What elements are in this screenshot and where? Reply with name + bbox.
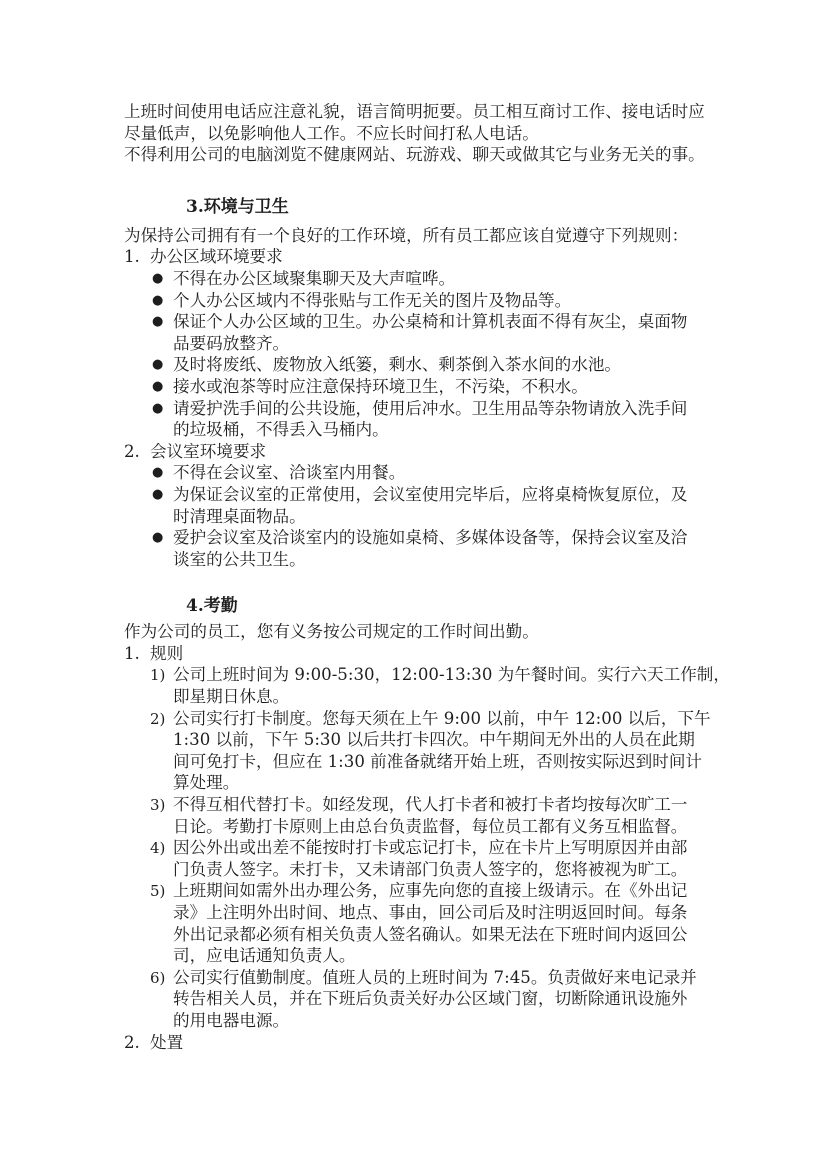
subitem-text: 间可免打卡，但应在 1:30 前准备就绪开始上班，否则按实际迟到时间计 xyxy=(173,751,703,771)
document-page xyxy=(124,101,730,1053)
bullet-item-line xyxy=(152,398,724,420)
subitem-text: 外出记录都必须有相关负责人签名确认。如果无法在下班时间内返回公 xyxy=(173,924,688,944)
section-heading: 4.考勤 xyxy=(186,596,238,617)
bullet-icon: ● xyxy=(152,292,164,308)
subitem-number: 3) xyxy=(150,796,166,815)
subitem-number: 6) xyxy=(150,968,166,987)
list-label: 会议室环境要求 xyxy=(150,441,267,461)
subitem-text: 录》上注明外出时间、地点、事由，回公司后及时注明返回时间。每条 xyxy=(173,903,688,922)
numbered-subitem-line xyxy=(150,988,724,1010)
numbered-subitem-line xyxy=(150,837,724,859)
bullet-item-line xyxy=(152,527,724,549)
bullet-text: 品要码放整齐。 xyxy=(173,333,290,353)
list-item-numbered xyxy=(124,246,724,268)
bullet-text: 爱护会议室及洽谈室内的设施如桌椅、多媒体设备等，保持会议室及洽 xyxy=(173,528,688,548)
subitem-text: 1:30 以前，下午 5:30 以后共打卡四次。中午期间无外出的人员在此期 xyxy=(173,730,695,750)
numbered-subitem-line xyxy=(150,708,724,730)
subitem-text: 即星期日休息。 xyxy=(173,687,290,707)
bullet-text: 请爱护洗手间的公共设施，使用后冲水。卫生用品等杂物请放入洗手间 xyxy=(173,398,688,418)
bullet-item-line xyxy=(152,311,724,333)
bullet-item-line xyxy=(152,419,724,441)
bullet-item-line xyxy=(152,376,724,398)
bullet-item-line xyxy=(152,549,724,571)
subitem-text: 公司实行值勤制度。值班人员的上班时间为 7:45。负责做好来电记录并 xyxy=(173,967,697,987)
paragraph-line: 不得利用公司的电脑浏览不健康网站、玩游戏、聊天或做其它与业务无关的事。 xyxy=(124,145,705,165)
bullet-item-line xyxy=(152,333,724,355)
numbered-subitem-line xyxy=(150,729,724,751)
subitem-number: 5) xyxy=(150,882,166,901)
bullet-item-line xyxy=(152,506,724,528)
list-number: 1. xyxy=(124,247,140,267)
list-label: 办公区域环境要求 xyxy=(150,247,283,267)
bullet-text: 为保证会议室的正常使用，会议室使用完毕后，应将桌椅恢复原位，及 xyxy=(173,484,688,504)
paragraph-line: 上班时间使用电话应注意礼貌，语言简明扼要。员工相互商讨工作、接电话时应 xyxy=(124,102,705,121)
numbered-subitem-line xyxy=(150,1010,724,1032)
subitem-text: 上班期间如需外出办理公务，应事先向您的直接上级请示。在《外出记 xyxy=(173,881,688,901)
list-item-numbered xyxy=(124,441,724,463)
list-number: 2. xyxy=(124,1032,140,1052)
bullet-text: 个人办公区域内不得张贴与工作无关的图片及物品等。 xyxy=(173,290,572,310)
numbered-subitem-line xyxy=(150,945,724,967)
bullet-icon: ● xyxy=(152,270,164,286)
list-number: 2. xyxy=(124,441,140,461)
section-heading: 3.环境与卫生 xyxy=(186,196,289,217)
numbered-subitem-line xyxy=(150,686,724,708)
bullet-text: 的垃圾桶，不得丢入马桶内。 xyxy=(173,420,389,440)
subitem-text: 日论。考勤打卡原则上由总台负责监督，每位员工都有义务互相监督。 xyxy=(173,816,688,836)
numbered-subitem-line xyxy=(150,967,724,989)
list-label: 处置 xyxy=(150,1032,184,1052)
subitem-text: 门负责人签字。未打卡，又未请部门负责人签字的，您将被视为旷工。 xyxy=(173,859,688,879)
bullet-text: 时清理桌面物品。 xyxy=(173,506,306,526)
numbered-subitem-line xyxy=(150,751,724,773)
subitem-text: 转告相关人员，并在下班后负责关好办公区域门窗，切断除通讯设施外 xyxy=(173,989,688,1009)
bullet-item-line xyxy=(152,484,724,506)
section-intro: 作为公司的员工，您有义务按公司规定的工作时间出勤。 xyxy=(124,622,539,642)
subitem-number: 4) xyxy=(150,839,166,858)
bullet-item-line xyxy=(152,462,724,484)
bullet-text: 及时将废纸、废物放入纸篓，剩水、剩茶倒入茶水间的水池。 xyxy=(173,355,622,375)
bullet-item-line xyxy=(152,290,724,312)
list-item-numbered xyxy=(124,1032,724,1054)
paragraph-line: 尽量低声，以免影响他人工作。不应长时间打私人电话。 xyxy=(124,123,539,143)
bullet-icon: ● xyxy=(152,314,164,330)
numbered-subitem-line xyxy=(150,794,724,816)
bullet-text: 接水或泡茶等时应注意保持环境卫生，不污染，不积水。 xyxy=(173,376,588,396)
subitem-text: 司，应电话通知负责人。 xyxy=(173,946,356,966)
bullet-icon: ● xyxy=(152,400,164,416)
bullet-item-line xyxy=(152,268,724,290)
bullet-item-line xyxy=(152,354,724,376)
numbered-subitem-line xyxy=(150,924,724,946)
numbered-subitem-line xyxy=(150,664,730,686)
subitem-text: 公司上班时间为 9:00-5:30，12:00-13:30 为午餐时间。实行六天工作制， xyxy=(173,665,730,685)
list-item-numbered xyxy=(124,643,724,665)
numbered-subitem-line xyxy=(150,859,724,881)
bullet-icon: ● xyxy=(152,378,164,394)
list-label: 规则 xyxy=(150,643,184,663)
bullet-icon: ● xyxy=(152,486,164,502)
bullet-icon: ● xyxy=(152,530,164,546)
section-intro: 为保持公司拥有有一个良好的工作环境，所有员工都应该自觉遵守下列规则： xyxy=(124,225,689,245)
subitem-number: 2) xyxy=(150,709,166,728)
bullet-icon: ● xyxy=(152,357,164,373)
numbered-subitem-line xyxy=(150,816,724,838)
list-number: 1. xyxy=(124,643,140,663)
numbered-subitem-line xyxy=(150,902,724,924)
bullet-text: 不得在会议室、洽谈室内用餐。 xyxy=(173,463,406,483)
subitem-text: 因公外出或出差不能按时打卡或忘记打卡，应在卡片上写明原因并由部 xyxy=(173,838,688,858)
subitem-text: 算处理。 xyxy=(173,773,240,793)
subitem-text: 不得互相代替打卡。如经发现，代人打卡者和被打卡者均按每次旷工一 xyxy=(173,795,688,815)
subitem-text: 的用电器电源。 xyxy=(173,1010,290,1030)
subitem-number: 1) xyxy=(150,666,166,685)
bullet-text: 谈室的公共卫生。 xyxy=(173,549,306,569)
numbered-subitem-line xyxy=(150,772,724,794)
bullet-text: 保证个人办公区域的卫生。办公桌椅和计算机表面不得有灰尘，桌面物 xyxy=(173,312,688,332)
bullet-text: 不得在办公区域聚集聊天及大声喧哗。 xyxy=(173,268,456,288)
numbered-subitem-line xyxy=(150,880,724,902)
bullet-icon: ● xyxy=(152,465,164,481)
subitem-text: 公司实行打卡制度。您每天须在上午 9:00 以前，中午 12:00 以后，下午 xyxy=(173,708,711,728)
